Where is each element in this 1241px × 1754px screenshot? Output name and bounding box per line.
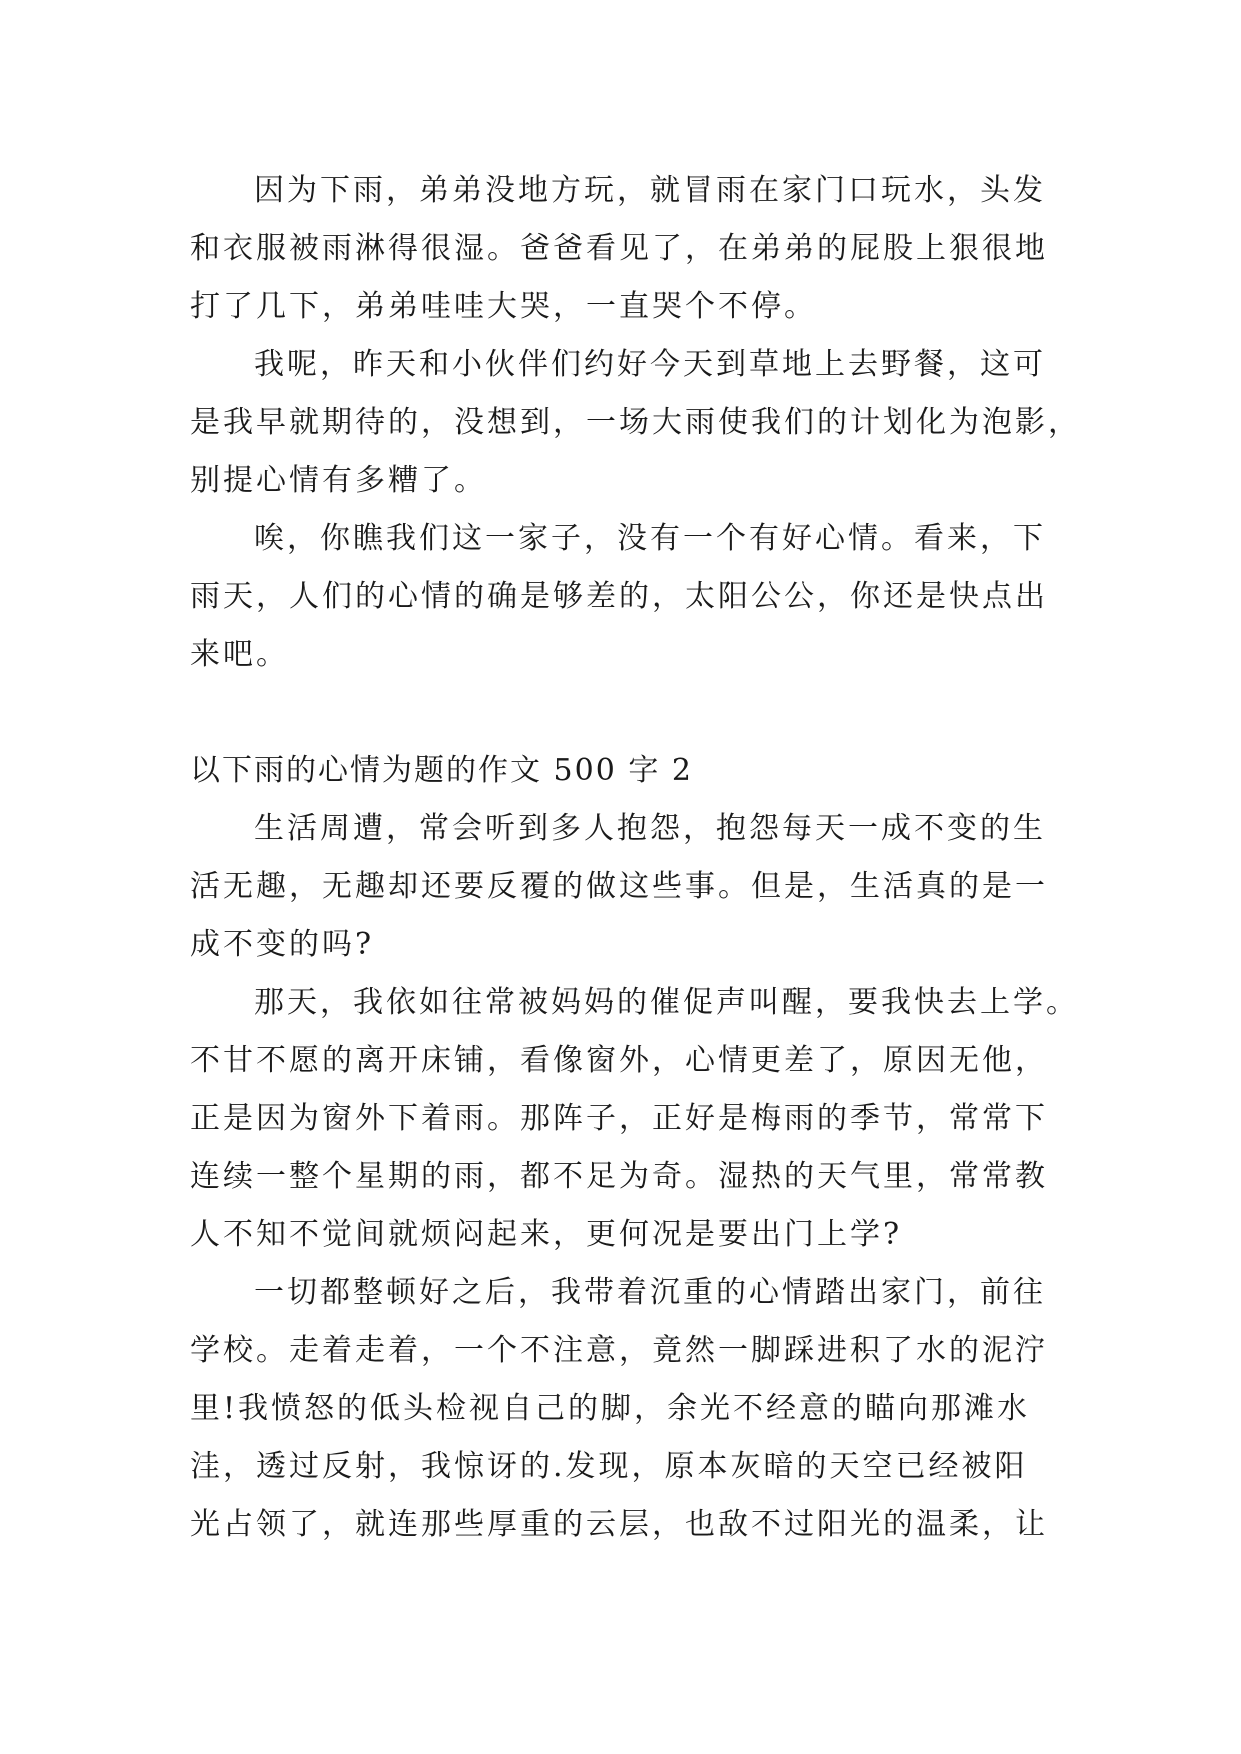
paragraph-line: 学校。走着走着，一个不注意，竟然一脚踩进积了水的泥泞 (190, 1333, 1048, 1368)
paragraph-line: 活无趣，无趣却还要反覆的做这些事。但是，生活真的是一 (190, 869, 1048, 904)
paragraph-line: 那天，我依如往常被妈妈的催促声叫醒，要我快去上学。 (254, 985, 1079, 1020)
paragraph (190, 1264, 1060, 1554)
paragraph-line: 和衣服被雨淋得很湿。爸爸看见了，在弟弟的屁股上狠很地 (190, 231, 1048, 266)
paragraph-line: 因为下雨，弟弟没地方玩，就冒雨在家门口玩水，头发 (254, 173, 1046, 208)
paragraph-line: 生活周遭，常会听到多人抱怨，抱怨每天一成不变的生 (254, 811, 1046, 846)
paragraph-line: 正是因为窗外下着雨。那阵子，正好是梅雨的季节，常常下 (190, 1101, 1048, 1136)
paragraph-line: 不甘不愿的离开床铺，看像窗外，心情更差了，原因无他， (190, 1043, 1048, 1078)
paragraph-line: 我呢，昨天和小伙伴们约好今天到草地上去野餐，这可 (254, 347, 1046, 382)
paragraph-line: 连续一整个星期的雨，都不足为奇。湿热的天气里，常常教 (190, 1159, 1048, 1194)
paragraph-line: 里!我愤怒的低头检视自己的脚，余光不经意的瞄向那滩水 (190, 1391, 1031, 1426)
paragraph-line: 雨天，人们的心情的确是够差的，太阳公公，你还是快点出 (190, 579, 1048, 614)
paragraph-line: 是我早就期待的，没想到，一场大雨使我们的计划化为泡影， (190, 405, 1081, 440)
paragraph-line: 别提心情有多糟了。 (190, 463, 487, 498)
paragraph (190, 510, 1060, 684)
paragraph-line: 一切都整顿好之后，我带着沉重的心情踏出家门，前往 (254, 1275, 1046, 1310)
paragraph (190, 974, 1079, 1264)
paragraph-line: 打了几下，弟弟哇哇大哭，一直哭个不停。 (190, 289, 817, 324)
paragraph-line: 来吧。 (190, 637, 289, 672)
paragraph-line: 人不知不觉间就烦闷起来，更何况是要出门上学? (190, 1217, 903, 1252)
section-spacer (190, 684, 1060, 742)
paragraph (190, 162, 1060, 336)
paragraph-line: 光占领了，就连那些厚重的云层，也敌不过阳光的温柔，让 (190, 1507, 1048, 1542)
paragraph-line: 洼，透过反射，我惊讶的.发现，原本灰暗的天空已经被阳 (190, 1449, 1028, 1484)
document-body (190, 162, 1081, 1554)
paragraph (190, 800, 1060, 974)
section-title: 以下雨的心情为题的作文 500 字 2 (190, 753, 693, 788)
paragraph-line: 唉，你瞧我们这一家子，没有一个有好心情。看来，下 (254, 521, 1046, 556)
paragraph (190, 336, 1081, 510)
paragraph-line: 成不变的吗? (190, 927, 375, 962)
